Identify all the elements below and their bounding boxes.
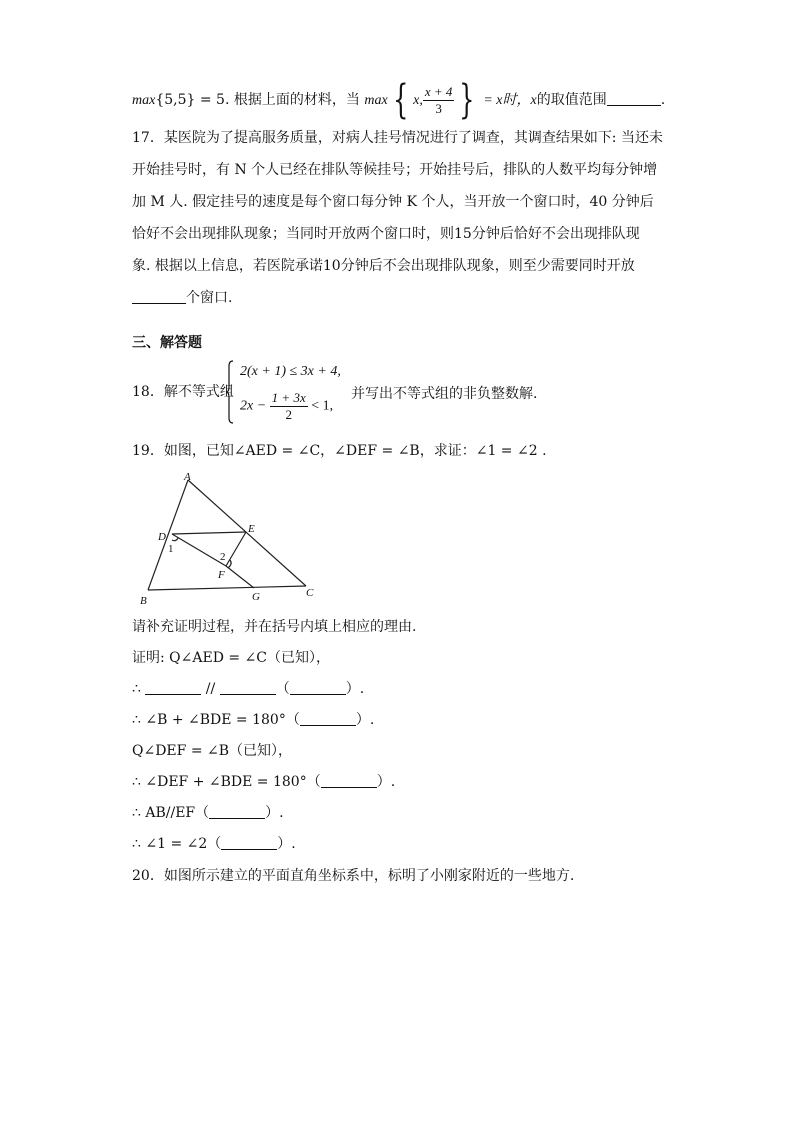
proof-line-5	[132, 772, 395, 792]
proof-line-2	[132, 679, 364, 699]
answer-blank[interactable]	[145, 680, 201, 695]
answer-blank[interactable]	[607, 91, 661, 106]
ineq2-fraction	[270, 390, 308, 423]
q16-line	[132, 77, 666, 123]
reason-blank[interactable]	[209, 804, 265, 819]
paren-close: ）.	[265, 805, 284, 821]
max-func: max	[132, 93, 156, 108]
proof-line-4: Q∠DEF = ∠B（已知），	[132, 743, 293, 759]
label-B: B	[140, 595, 147, 607]
q17-line-6	[132, 288, 232, 308]
right-brace: }	[459, 77, 475, 123]
answer-blank[interactable]	[132, 289, 186, 304]
segment-DE	[172, 532, 246, 534]
ineq2-denominator: 2	[285, 407, 292, 422]
system-brace	[226, 360, 234, 424]
inequality-1: 2(x + 1) ≤ 3x + 4,	[240, 364, 341, 379]
proof-therefore: ∴	[132, 681, 146, 697]
max-func-2: max	[364, 93, 388, 108]
q16-end: .	[660, 92, 666, 108]
left-brace: {	[392, 77, 409, 123]
section-heading: 三、解答题	[132, 335, 202, 351]
label-D: D	[158, 531, 166, 543]
label-A: A	[184, 471, 191, 483]
parallel-symbol: //	[201, 681, 220, 697]
reason-blank[interactable]	[290, 680, 346, 695]
proof-line-6	[132, 803, 284, 823]
label-F: F	[218, 569, 225, 581]
brace-x: x,	[413, 93, 423, 108]
q16-var: x	[530, 93, 537, 108]
q17-line-5: 象. 根据以上信息，若医院承诺10分钟后不会出现排队现象，则至少需要同时开放	[132, 258, 635, 274]
q18-prefix: 18．解不等式组	[132, 384, 234, 400]
answer-blank[interactable]	[220, 680, 276, 695]
ineq2-numerator: 1 + 3x	[271, 390, 306, 405]
q17-tail: 个窗口.	[186, 290, 233, 306]
q16-after: = x时，	[479, 93, 531, 108]
brace-shape	[226, 360, 234, 424]
proof-text: ∴ ∠1 = ∠2（	[132, 836, 222, 852]
proof-line-1: 证明: Q∠AED = ∠C（已知），	[132, 650, 331, 666]
q16-text: . 根据上面的材料，当	[224, 92, 360, 108]
reason-blank[interactable]	[321, 773, 377, 788]
segment-BC	[148, 586, 306, 590]
segment-FG	[226, 566, 254, 588]
q20-stem: 20．如图所示建立的平面直角坐标系中，标明了小刚家附近的一些地方.	[132, 868, 575, 884]
paren-close: ）.	[345, 681, 365, 697]
q17-line-3: 加 M 人. 假定挂号的速度是每个窗口每分钟 K 个人，当开放一个窗口时，40 分钟后	[132, 194, 654, 210]
q19-instruction: 请补充证明过程，并在括号内填上相应的理由.	[132, 619, 417, 635]
segment-DF	[172, 534, 226, 566]
fraction-denominator: 3	[435, 100, 442, 116]
paren-close: ）.	[277, 836, 296, 852]
label-C: C	[306, 587, 314, 599]
q16-range-text: 的取值范围	[536, 92, 607, 108]
proof-text: ∴ ∠DEF + ∠BDE = 180°（	[132, 774, 321, 790]
q19-stem: 19．如图，已知∠AED = ∠C，∠DEF = ∠B，求证：∠1 = ∠2 .	[132, 443, 547, 459]
label-2: 2	[220, 551, 226, 563]
q17-line-2: 开始挂号时，有 N 个人已经在排队等候挂号；开始挂号后，排队的人数平均每分钟增	[132, 162, 658, 178]
proof-text: ∴ AB//EF（	[132, 805, 210, 821]
label-1: 1	[168, 543, 174, 555]
paren-open: （	[275, 681, 290, 697]
reason-blank[interactable]	[221, 835, 277, 850]
proof-line-7	[132, 834, 296, 854]
label-G: G	[252, 591, 260, 603]
max-result: = 5	[195, 92, 225, 108]
paren-close: ）.	[355, 712, 375, 728]
q18-suffix: 并写出不等式组的非负整数解.	[351, 386, 538, 402]
fraction	[423, 84, 455, 117]
segment-EF	[226, 532, 246, 566]
segment-AB	[148, 480, 188, 590]
q17-line-4: 恰好不会出现排队现象；当同时开放两个窗口时，则15分钟后恰好不会出现排队现	[132, 226, 640, 242]
angle-1-arc	[172, 538, 178, 541]
ineq2-right: < 1,	[311, 398, 334, 414]
q17-line-1: 17．某医院为了提高服务质量，对病人挂号情况进行了调查，其调查结果如下: 当还未	[132, 130, 663, 146]
fraction-numerator: x + 4	[424, 83, 453, 99]
paren-close: ）.	[376, 774, 396, 790]
triangle-figure	[132, 470, 322, 610]
inequality-2	[240, 390, 333, 423]
reason-blank[interactable]	[300, 711, 356, 726]
max-args: {5,5}	[155, 92, 196, 108]
proof-text: ∴ ∠B + ∠BDE = 180°（	[132, 712, 300, 728]
label-E: E	[248, 523, 255, 535]
ineq2-left: 2x −	[240, 398, 267, 414]
proof-line-3	[132, 710, 374, 730]
